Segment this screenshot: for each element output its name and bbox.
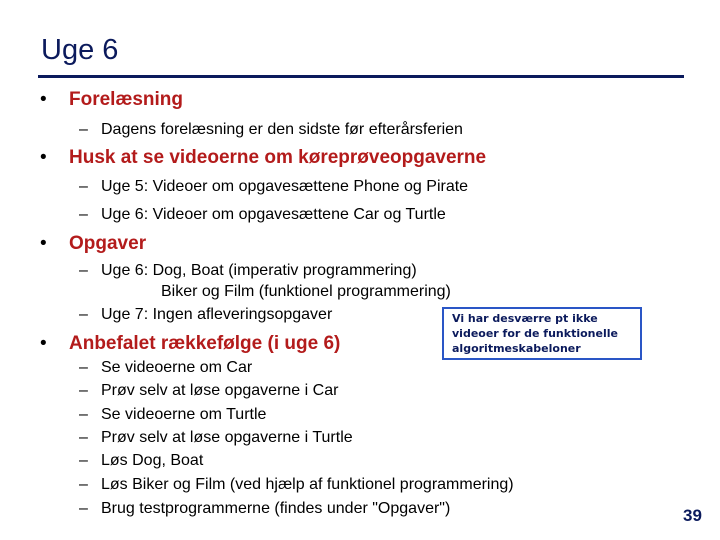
bullet-symbol: • bbox=[40, 333, 47, 354]
order-item-2: – Prøv selv at løse opgaverne i Car bbox=[79, 382, 339, 399]
note-box: Vi har desværre pt ikke videoer for de funktionelle algoritmeskabeloner bbox=[442, 307, 642, 360]
bullet-order-heading: Anbefalet rækkefølge (i uge 6) bbox=[69, 333, 341, 354]
page-number: 39 bbox=[683, 506, 702, 525]
slide-title: Uge 6 bbox=[41, 34, 119, 66]
assignments-item-1: – Uge 6: Dog, Boat (imperativ programmering) bbox=[79, 262, 417, 279]
bullet-assignments bbox=[40, 232, 146, 256]
title-underline bbox=[38, 75, 684, 78]
order-item-5: – Løs Dog, Boat bbox=[79, 452, 204, 469]
order-item-7: – Brug testprogrammerne (findes under "Opgaver") bbox=[79, 500, 451, 517]
bullet-symbol: • bbox=[40, 233, 47, 254]
assignments-item-1-continued: Biker og Film (funktionel programmering) bbox=[161, 283, 451, 300]
bullet-videos bbox=[40, 146, 486, 170]
bullet-symbol: • bbox=[40, 147, 47, 168]
assignments-item-2: – Uge 7: Ingen afleveringsopgaver bbox=[79, 306, 333, 323]
lecture-item-1: – Dagens forelæsning er den sidste før efterårsferien bbox=[79, 121, 463, 138]
bullet-symbol: • bbox=[40, 89, 47, 110]
bullet-assignments-heading: Opgaver bbox=[69, 233, 147, 254]
videos-item-1: – Uge 5: Videoer om opgavesættene Phone og Pirate bbox=[79, 178, 469, 195]
order-item-4: – Prøv selv at løse opgaverne i Turtle bbox=[79, 429, 353, 446]
videos-item-2: – Uge 6: Videoer om opgavesættene Car og Turtle bbox=[79, 206, 446, 223]
order-item-3: – Se videoerne om Turtle bbox=[79, 406, 267, 423]
order-item-6: – Løs Biker og Film (ved hjælp af funktionel programmering) bbox=[79, 476, 514, 493]
bullet-videos-heading: Husk at se videoerne om køreprøveopgaverne bbox=[69, 147, 487, 168]
order-item-1: – Se videoerne om Car bbox=[79, 359, 253, 376]
bullet-order bbox=[40, 332, 340, 356]
bullet-lecture-heading: Forelæsning bbox=[69, 89, 184, 110]
bullet-lecture bbox=[40, 88, 183, 112]
